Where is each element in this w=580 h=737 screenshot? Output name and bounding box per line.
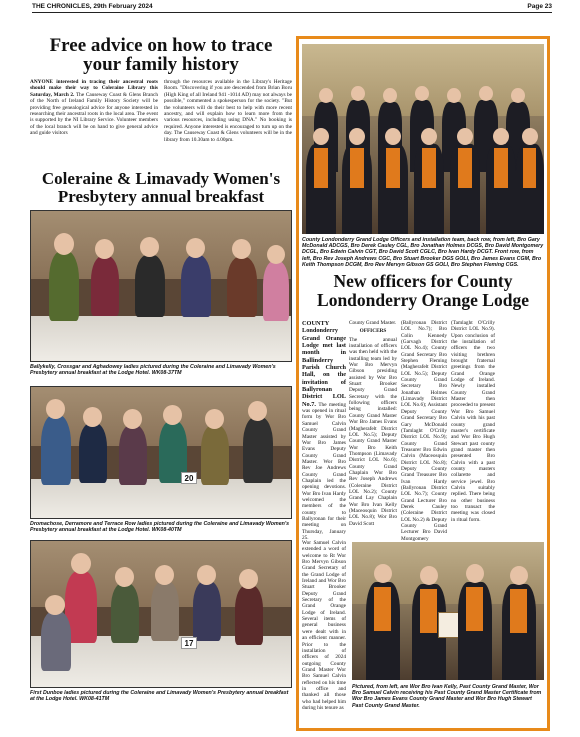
breakfast-photo-3	[30, 540, 292, 688]
breakfast-photo-1	[30, 210, 292, 362]
table-number-card: 20	[181, 472, 197, 484]
breakfast-caption-2: Dromachose, Derramore and Terrace Row ladies pictured during the Coleraine and Limavady Women's Presbytery annual breakfast at the Lodge Hotel. WK08-40TM	[30, 521, 290, 534]
breakfast-caption-3: First Dunboe ladies pictured during the Coleraine and Limavady Women's Presbytery annual breakfast at the Lodge Hotel. WK08-41TM	[30, 690, 289, 703]
lodge-officers-caption: County Londonderry Grand Lodge Officers and installation team, back row, from left, Bro Gary McDonald ADCGS, Bro Derek Cauley CGL, Bro Jonathan Holmes DCGS, Bro David Montgomery DCGL, Bro Edwin Calvin CGT, Bro David Scott CGLC, Bro Ivan Hardy DCGT. Front row, from left, Bro Rev Joseph Andrews CGC, Bro Stuart Brooker DGS GOLI, Bro James Evans CGM, Bro Keith Thompson DCGM, Bro Rev Mervyn Gibson GS GOLI, Bro Stephen Fleming CGS.	[302, 237, 544, 268]
newspaper-date: THE CHRONICLES, 29th February 2024	[32, 3, 153, 10]
presbytery-headline: Coleraine & Limavady Women's Presbytery annual breakfast	[41, 169, 281, 206]
lodge-col3-body: The annual installation of officers was then held with the installing team led by Wor Bro Mervyn Gibson presiding assisted by Wor Bro Stuart Brooker Deputy Grand Secretary with the following officers being installed: County Grand Master Wor Bro James Evans (Magherafelt District LOL No.5); Deputy County Grand Master Wor Bro Keith Thompson (Limavady District LOL No.6); County Grand Chaplain Wor Bro Rev Joseph Andrews (Coleraine District LOL No.2); County Grand Lay Chaplain Wor Bro Ivan Kelly (Maceosquin District LOL No.8); Wor Bro David Scott	[349, 336, 397, 527]
family-history-headline: Free advice on how to trace your family history	[49, 35, 273, 75]
family-history-col1	[30, 79, 158, 167]
lodge-lead: COUNTY Londonderry Grand Orange Lodge met last month in Ballinderry Parish Church Hall, on the invitation of Ballyronan District LOL No.7.	[302, 320, 346, 408]
lodge-col3-start: County Grand Master.	[349, 320, 397, 326]
officers-subheading: OFFICERS	[359, 328, 387, 335]
lodge-officers-photo	[302, 44, 544, 234]
lodge-col-5: (Tamlaght O'Crilly District LOL No.9). Upon conclusion of the installation of officers the two visiting brethren brought fraternal greetings from the Grand Orange Lodge of Ireland. Newly installed County Grand Master then proceeded to present Wor Bro Samuel Calvin with his past county grand master's certificate and Wor Bro Hugh Stewart past county grand master then presented Bro Calvin with a past county masters collarette and service jewel. Bro Calvin suitably replied. There being no other business too transact the meeting was closed in ritual form.	[451, 320, 495, 523]
masthead	[32, 3, 552, 13]
page-number: Page 23	[527, 3, 552, 10]
lodge-col-2: Wor Samuel Calvin extended a word of welcome to Rt Wor Bro Mervyn Gibson Grand Secretary of the Grand Lodge of Ireland and Wor Bro Stuart Brooker Deputy Grand Secretary of the Grand Orange Lodge of Ireland. Several items of general business were dealt with in an efficient manner. Prior to the installation of officers of 2024 outgoing County Grand Master Wor Bro Samuel Calvin reflected on his time in office and thanked all those who had helped him during his tenure as	[302, 540, 346, 711]
family-history-body1: The Causeway Coast & Glens Branch of the North of Ireland Family History Society will be providing free genealogical advice for anyone interested in researching their ancestral roots in the local area. The event is supported by the NI Library Service. Volunteer members of the local branch will be on hand to give general advice and guide visitors	[30, 91, 158, 137]
lodge-col1-body: The meeting was opened in ritual form by Wor Bro Samuel Calvin County Grand Master assisted by Wor Bro James Evans Deputy County Grand Master. Wor Bro Rev Joe Andrews County Grand Chaplain led the opening devotions. Wor Bro Ivan Hardy welcomed the members of the county to Ballyronan for their meeting on Thursday, January 25.	[302, 401, 347, 541]
lodge-col-4: (Ballyronan District LOL No.7); Bro Colin Kennedy (Garvagh District LOL No.4); County Grand Secretary Bro Stephen Fleming (Magherafelt District LOL No.5); Deputy County Grand Secretary Bro Jonathan Holmes (Limavady District LOL No.6); Assistant Deputy County Grand Secretary Bro Gary McDonald (Tamlaght O'Crilly District LOL No.9); County Grand Treasurer Bro Edwin Calvin (Maceosquin District LOL No.8); Deputy County Grand Treasurer Bro Ivan Hardy (Ballyronan District LOL No.7); County Grand Lecturer Bro Derek Cauley (Coleraine District LOL No.2) & Deputy County Grand Lecturer Bro David Montgomery	[401, 320, 447, 542]
certificate-caption: Pictured, from left, are Wor Bro Ivan Kelly, Past County Grand Master, Wor Bro Samuel Calvin receiving his Past County Grand Master Certificate from Wor Bro James Evans County Grand Master and Wor Bro Hugh Stewart Past County Grand Master.	[352, 684, 542, 709]
family-history-lead: ANYONE interested in tracing their ancestral roots should make their way to Coleraine Library this Saturday, March 2.	[30, 79, 158, 98]
lodge-col-3	[349, 320, 397, 575]
breakfast-caption-1: Ballykelly, Crossgar and Aghadowey ladies pictured during the Coleraine and Limavady Women's Presbytery annual breakfast at the Lodge Hotel. WK08-37TM	[30, 364, 276, 377]
breakfast-photo-2	[30, 386, 292, 519]
family-history-col2: through the resources available in the Library's Heritage Room. "Discovering if you are descended from Brian Boru (High King of all Ireland 941 -1014 AD) may not always be possible," commented a spokesperson for the society. "But the volunteers will do their best to help with more recent ancestry, and will explain how to learn more from the various resources, including using DNA." No booking is required. Anyone interested is encouraged to turn up on the day. The Causeway Coast & Glens volunteers will be in the library from 10.30am to 4.00pm.	[164, 79, 292, 143]
certificate-photo	[352, 542, 544, 680]
lodge-col-1	[302, 320, 346, 540]
table-number-card-2: 17	[181, 637, 197, 649]
certificate-frame	[438, 612, 460, 638]
orange-lodge-headline: New officers for County Londonderry Orange Lodge	[317, 271, 529, 310]
